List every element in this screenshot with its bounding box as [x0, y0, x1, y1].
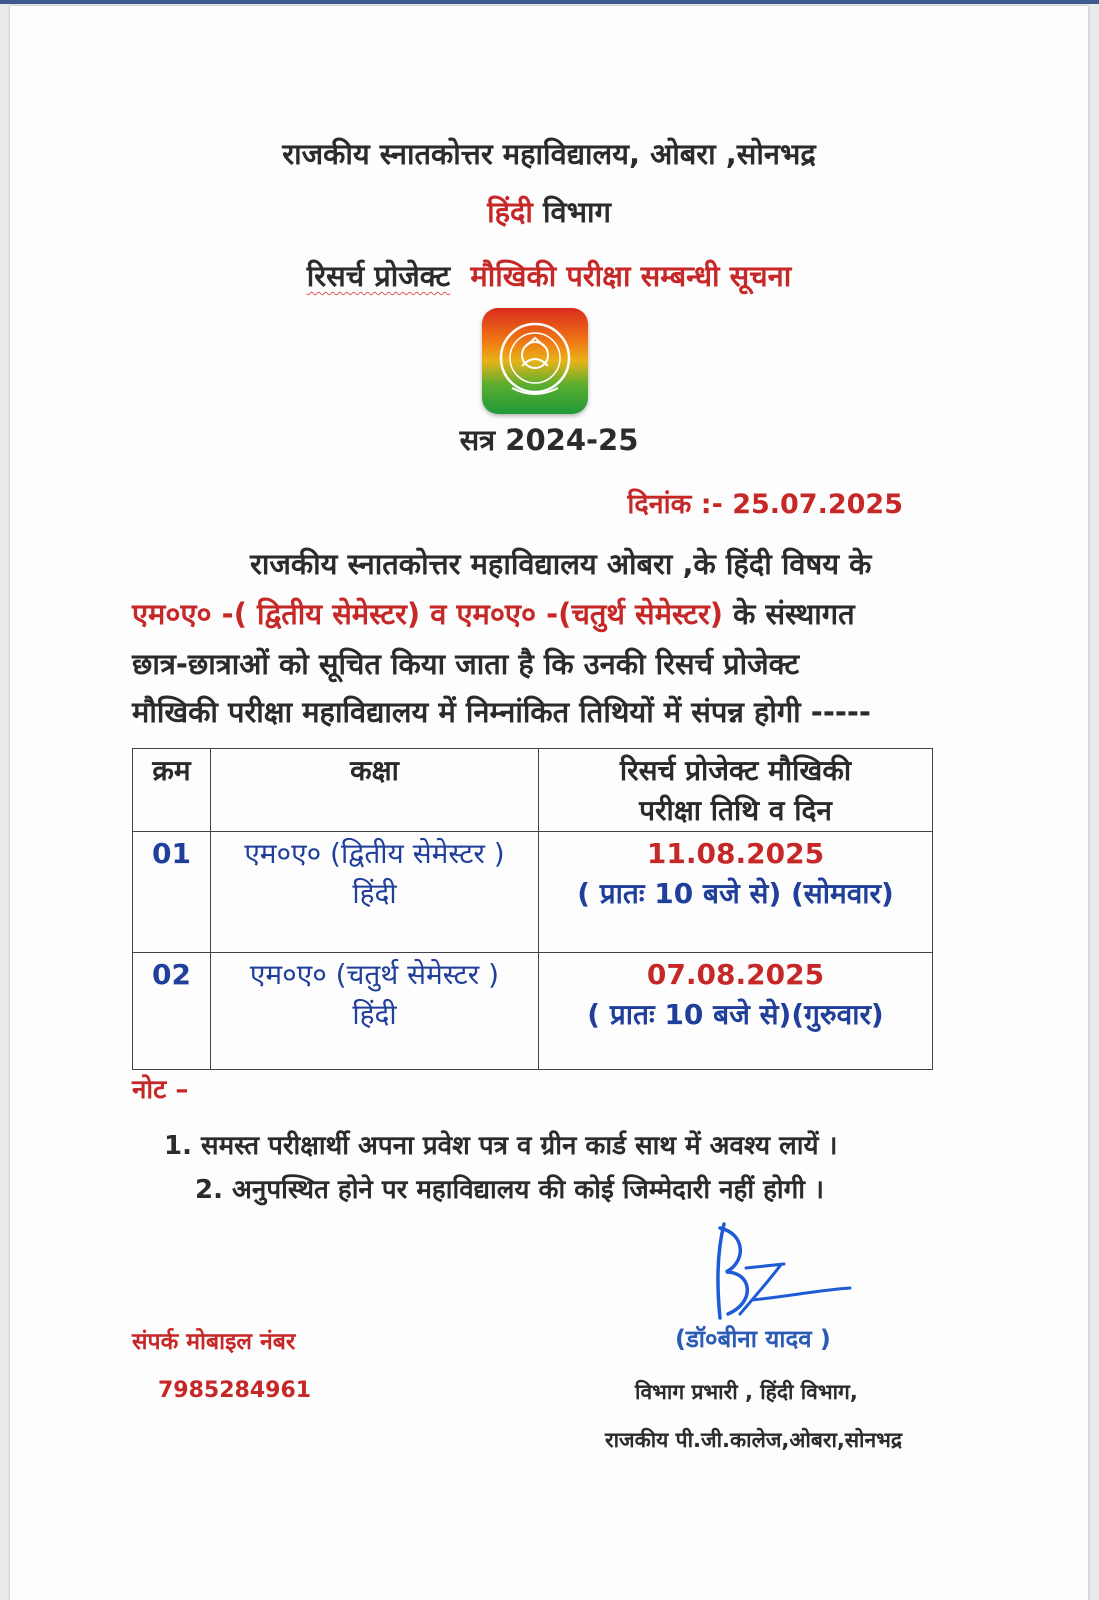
department-title-rest: विभाग	[543, 195, 611, 229]
header-exam-date	[539, 749, 933, 832]
row-date: 11.08.2025	[646, 837, 825, 870]
window-top-border	[0, 0, 1099, 4]
row-class-line2: हिंदी	[352, 998, 397, 1031]
department-title	[10, 192, 1088, 231]
notice-subject	[10, 256, 1088, 295]
row-serial: 01	[133, 832, 211, 953]
department-title-red: हिंदी	[487, 195, 533, 229]
subject-prefix: रिसर्च प्रोजेक्ट	[306, 259, 451, 293]
row-class-line1: एम०ए० (द्वितीय सेमेस्टर )	[244, 837, 505, 870]
contact-mobile: 7985284961	[158, 1378, 312, 1403]
table-row	[133, 832, 933, 953]
table-header-row	[133, 749, 933, 832]
row-date: 07.08.2025	[646, 958, 825, 991]
session-label: सत्र 2024-25	[459, 423, 639, 457]
header-exam-date-line2: परीक्षा तिथि व दिन	[639, 794, 832, 827]
body-line-2	[132, 594, 855, 633]
table-row	[133, 953, 933, 1070]
note-heading: नोट –	[132, 1075, 189, 1105]
up-government-emblem-logo	[482, 308, 588, 414]
body-line-4: मौखिकी परीक्षा महाविद्यालय में निम्नांकित तिथियों में संपन्न होगी -----	[132, 695, 871, 729]
body-line-2-rest: के संस्थागत	[722, 597, 855, 631]
row-time: ( प्रातः 10 बजे से) (सोमवार)	[577, 877, 894, 910]
row-class-line1: एम०ए० (चतुर्थ सेमेस्टर )	[249, 958, 500, 991]
signature-image	[700, 1218, 860, 1328]
note-item-2: 2. अनुपस्थित होने पर महाविद्यालय की कोई जिम्मेदारी नहीं होगी ।	[195, 1175, 824, 1205]
notice-page	[10, 6, 1088, 1600]
schedule-table	[132, 748, 933, 1070]
contact-label: संपर्क मोबाइल नंबर	[132, 1329, 296, 1355]
header-class: कक्षा	[211, 749, 539, 832]
row-class	[211, 832, 539, 953]
body-line-1: राजकीय स्नातकोत्तर महाविद्यालय ओबरा ,के हिंदी विषय के	[250, 547, 872, 581]
row-time: ( प्रातः 10 बजे से)(गुरुवार)	[587, 998, 884, 1031]
signatory-designation: विभाग प्रभारी , हिंदी विभाग,	[635, 1380, 858, 1404]
notice-date: दिनांक :- 25.07.2025	[627, 489, 903, 520]
signatory-name: (डॉ०बीना यादव )	[675, 1325, 831, 1353]
note-item-1: 1. समस्त परीक्षार्थी अपना प्रवेश पत्र व ग्रीन कार्ड साथ में अवश्य लायें ।	[164, 1131, 838, 1161]
subject-rest: मौखिकी परीक्षा सम्बन्धी सूचना	[470, 259, 792, 293]
college-title: राजकीय स्नातकोत्तर महाविद्यालय, ओबरा ,सोनभद्र	[282, 137, 816, 171]
row-exam-date	[539, 953, 933, 1070]
row-class-line2: हिंदी	[352, 877, 397, 910]
body-line-2-red: एम०ए० -( द्वितीय सेमेस्टर) व एम०ए० -(चतुर्थ सेमेस्टर)	[132, 597, 723, 631]
row-exam-date	[539, 832, 933, 953]
emblem-icon	[482, 308, 588, 414]
header-exam-date-line1: रिसर्च प्रोजेक्ट मौखिकी	[619, 754, 852, 787]
row-class	[211, 953, 539, 1070]
signatory-college: राजकीय पी.जी.कालेज,ओबरा,सोनभद्र	[605, 1428, 903, 1452]
header-serial: क्रम	[133, 749, 211, 832]
body-line-3: छात्र-छात्राओं को सूचित किया जाता है कि उनकी रिसर्च प्रोजेक्ट	[132, 647, 800, 681]
row-serial: 02	[133, 953, 211, 1070]
